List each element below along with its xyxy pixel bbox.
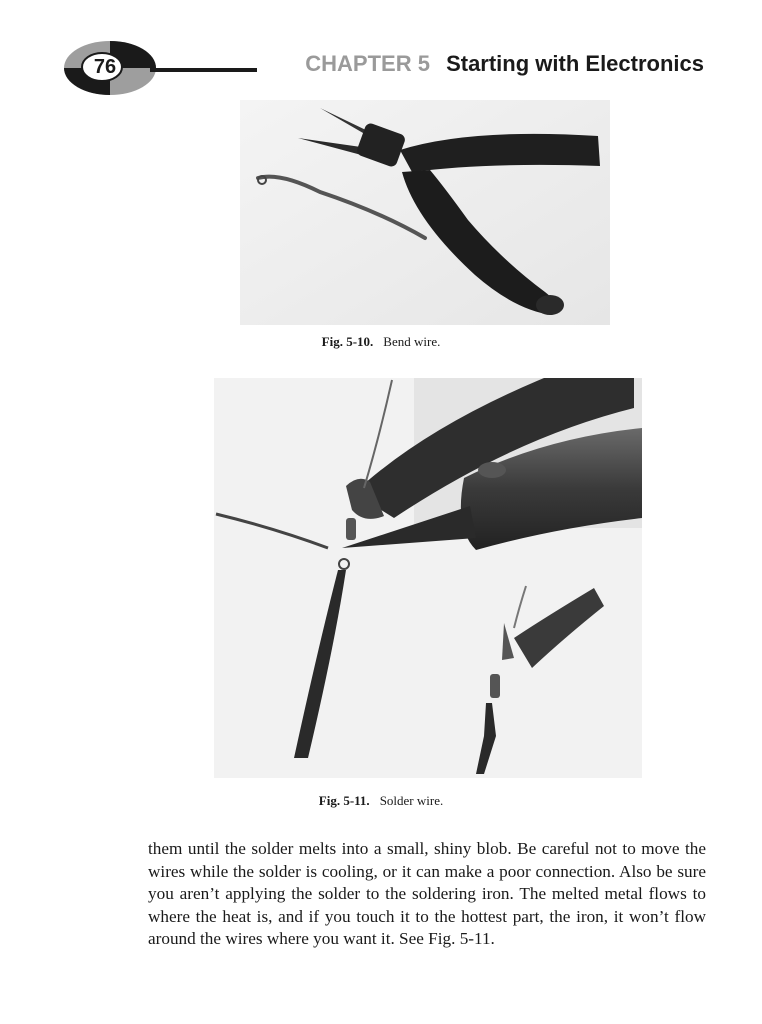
body-paragraph: them until the solder melts into a small, shiny blob. Be careful not to move the wires while the solder is cooling, or it can make a poor connection. Also be sure you aren’t applying the solder to the soldering iron. The melted metal flows to where the heat is, and if you touch it to the hottest part, the iron, it won’t flow around the wires where you want it. See Fig. 5-11. [148, 839, 706, 949]
figure-solder-wire-photo [214, 378, 642, 778]
figure-bend-wire-photo [240, 100, 610, 325]
figure-number: Fig. 5-11. [318, 793, 370, 808]
header-rule [150, 68, 257, 72]
figure-caption [0, 334, 762, 350]
chapter-title: Starting with Electronics [446, 51, 704, 76]
page-number: 76 [93, 56, 117, 78]
figure-caption [0, 793, 762, 809]
figure-caption-text: Solder wire. [379, 793, 444, 808]
running-head [305, 48, 704, 80]
figure-number: Fig. 5-10. [321, 334, 374, 349]
chapter-label: CHAPTER 5 [305, 51, 430, 76]
figure-caption-text: Bend wire. [383, 334, 441, 349]
